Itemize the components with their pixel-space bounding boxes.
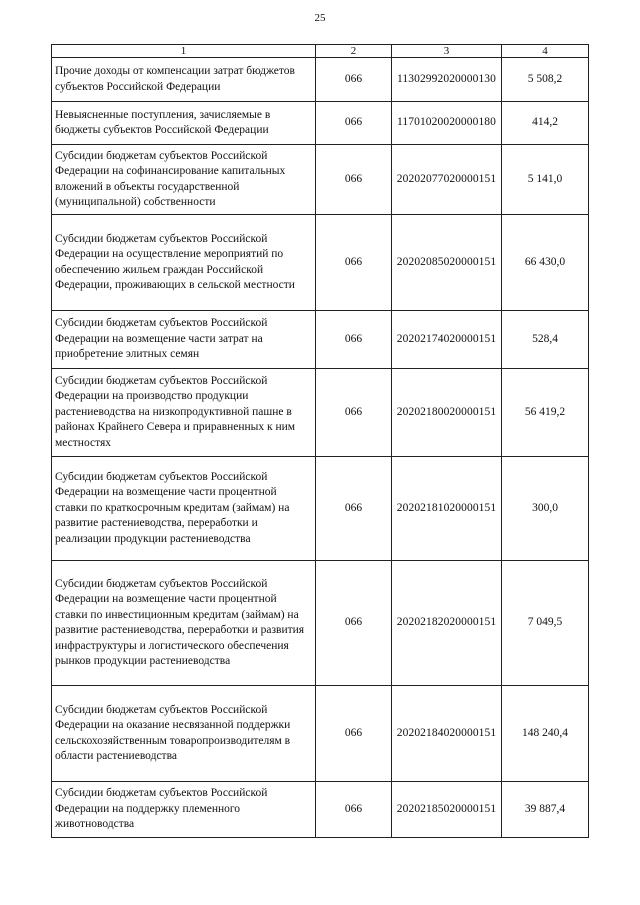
table-row [52,782,589,838]
row-budget-code-cell: 20202077020000151 [392,145,502,215]
column-header-1: 1 [52,45,316,58]
table-row [52,215,589,311]
row-name-cell: Субсидии бюджетам субъектов Российской Федерации на поддержку племенного животноводства [52,782,316,838]
row-amount-cell: 56 419,2 [502,369,589,457]
table-row [52,561,589,686]
table-row [52,102,589,145]
budget-revenue-table [51,44,589,838]
page-number: 25 [314,12,326,24]
row-admin-code-cell: 066 [316,561,392,686]
row-budget-code-cell: 11701020020000180 [392,102,502,145]
row-name-cell: Невыясненные поступления, зачисляемые в бюджеты субъектов Российской Федерации [52,102,316,145]
row-budget-code-cell: 20202181020000151 [392,457,502,561]
row-amount-cell: 528,4 [502,311,589,369]
row-name-cell: Субсидии бюджетам субъектов Российской Федерации на производство продукции растениеводства на низкопродуктивной пашне в районах Крайнего Севера и приравненных к ним местностях [52,369,316,457]
row-admin-code-cell: 066 [316,457,392,561]
table-row [52,145,589,215]
row-admin-code-cell: 066 [316,145,392,215]
column-header-3: 3 [392,45,502,58]
row-admin-code-cell: 066 [316,686,392,782]
row-budget-code-cell: 20202085020000151 [392,215,502,311]
row-admin-code-cell: 066 [316,369,392,457]
row-name-cell: Субсидии бюджетам субъектов Российской Федерации на осуществление мероприятий по обеспечению жильем граждан Российской Федерации, проживающих в сельской местности [52,215,316,311]
row-amount-cell: 39 887,4 [502,782,589,838]
row-name-cell: Субсидии бюджетам субъектов Российской Федерации на возмещение части затрат на приобретение элитных семян [52,311,316,369]
row-amount-cell: 5 508,2 [502,58,589,102]
row-name-cell: Субсидии бюджетам субъектов Российской Федерации на возмещение части процентной ставки по инвестиционным кредитам (займам) на развитие растениеводства, переработки и развития инфраструктуры и логистического обеспечения рынков продукции растениеводства [52,561,316,686]
row-name-cell: Субсидии бюджетам субъектов Российской Федерации на оказание несвязанной поддержки сельскохозяйственным товаропроизводителям в области растениеводства [52,686,316,782]
row-admin-code-cell: 066 [316,782,392,838]
row-budget-code-cell: 20202182020000151 [392,561,502,686]
table-row [52,311,589,369]
row-budget-code-cell: 20202180020000151 [392,369,502,457]
table-row [52,369,589,457]
table-row [52,686,589,782]
row-budget-code-cell: 20202184020000151 [392,686,502,782]
row-name-cell: Субсидии бюджетам субъектов Российской Федерации на возмещение части процентной ставки по краткосрочным кредитам (займам) на развитие растениеводства, переработки и реализации продукции растениеводства [52,457,316,561]
row-amount-cell: 7 049,5 [502,561,589,686]
row-name-cell: Субсидии бюджетам субъектов Российской Федерации на софинансирование капитальных вложений в объекты государственной (муниципальной) собственности [52,145,316,215]
row-name-cell: Прочие доходы от компенсации затрат бюджетов субъектов Российской Федерации [52,58,316,102]
table-row [52,457,589,561]
row-budget-code-cell: 20202174020000151 [392,311,502,369]
row-amount-cell: 148 240,4 [502,686,589,782]
row-amount-cell: 414,2 [502,102,589,145]
row-amount-cell: 5 141,0 [502,145,589,215]
column-header-4: 4 [502,45,589,58]
column-header-2: 2 [316,45,392,58]
row-amount-cell: 300,0 [502,457,589,561]
table-row [52,58,589,102]
row-admin-code-cell: 066 [316,311,392,369]
header-row [52,45,589,58]
row-budget-code-cell: 11302992020000130 [392,58,502,102]
row-admin-code-cell: 066 [316,58,392,102]
row-budget-code-cell: 20202185020000151 [392,782,502,838]
row-amount-cell: 66 430,0 [502,215,589,311]
row-admin-code-cell: 066 [316,215,392,311]
row-admin-code-cell: 066 [316,102,392,145]
